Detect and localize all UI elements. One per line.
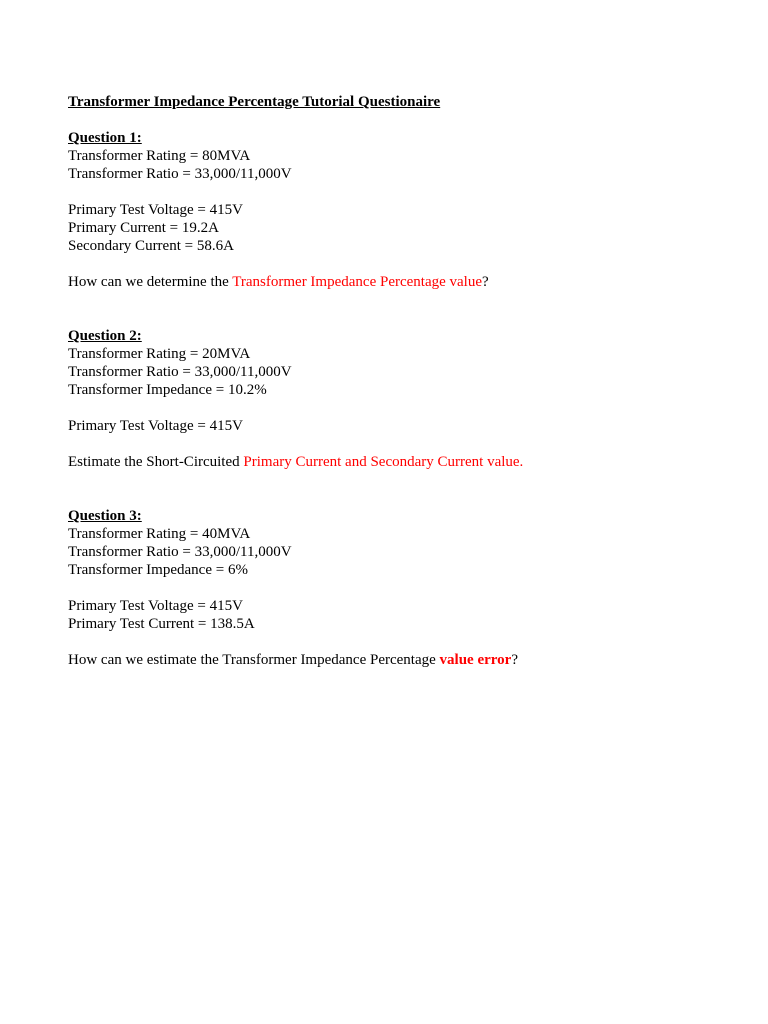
q2-transformer-impedance: Transformer Impedance = 10.2%	[68, 382, 267, 398]
q2-question-highlight: Primary Current and Secondary Current value.	[243, 454, 524, 470]
q1-primary-current: Primary Current = 19.2A	[68, 220, 219, 236]
spacer	[68, 435, 728, 453]
q1-primary-test-voltage: Primary Test Voltage = 415V	[68, 202, 243, 218]
q3-primary-test-current: Primary Test Current = 138.5A	[68, 616, 255, 632]
q2-transformer-ratio: Transformer Ratio = 33,000/11,000V	[68, 364, 292, 380]
q2-question	[68, 453, 728, 471]
q1-question	[68, 273, 728, 291]
q1-transformer-ratio: Transformer Ratio = 33,000/11,000V	[68, 166, 292, 182]
spacer	[68, 183, 728, 201]
q3-question-suffix: ?	[511, 652, 518, 668]
q1-question-prefix: How can we determine the	[68, 274, 233, 290]
question-2-heading: Question 2:	[68, 328, 142, 344]
spacer	[68, 291, 728, 327]
q3-question-prefix: How can we estimate the Transformer Impedance Percentage	[68, 652, 440, 668]
q1-transformer-rating: Transformer Rating = 80MVA	[68, 148, 251, 164]
q1-question-highlight: Transformer Impedance Percentage value	[232, 274, 483, 290]
question-3-heading: Question 3:	[68, 508, 142, 524]
spacer	[68, 471, 728, 507]
spacer	[68, 633, 728, 651]
q1-question-suffix: ?	[482, 274, 489, 290]
spacer	[68, 255, 728, 273]
q1-secondary-current: Secondary Current = 58.6A	[68, 238, 234, 254]
spacer	[68, 579, 728, 597]
q2-transformer-rating: Transformer Rating = 20MVA	[68, 346, 251, 362]
q2-primary-test-voltage: Primary Test Voltage = 415V	[68, 418, 243, 434]
q3-question	[68, 651, 728, 669]
q3-transformer-ratio: Transformer Ratio = 33,000/11,000V	[68, 544, 292, 560]
document-title: Transformer Impedance Percentage Tutorial Questionaire	[68, 94, 441, 110]
q2-question-prefix: Estimate the Short-Circuited	[68, 454, 244, 470]
q3-primary-test-voltage: Primary Test Voltage = 415V	[68, 598, 243, 614]
question-1-heading: Question 1:	[68, 130, 142, 146]
q3-transformer-rating: Transformer Rating = 40MVA	[68, 526, 251, 542]
spacer	[68, 111, 728, 129]
q3-transformer-impedance: Transformer Impedance = 6%	[68, 562, 248, 578]
spacer	[68, 399, 728, 417]
q3-question-highlight: value error	[439, 652, 512, 668]
document-page	[68, 93, 728, 669]
